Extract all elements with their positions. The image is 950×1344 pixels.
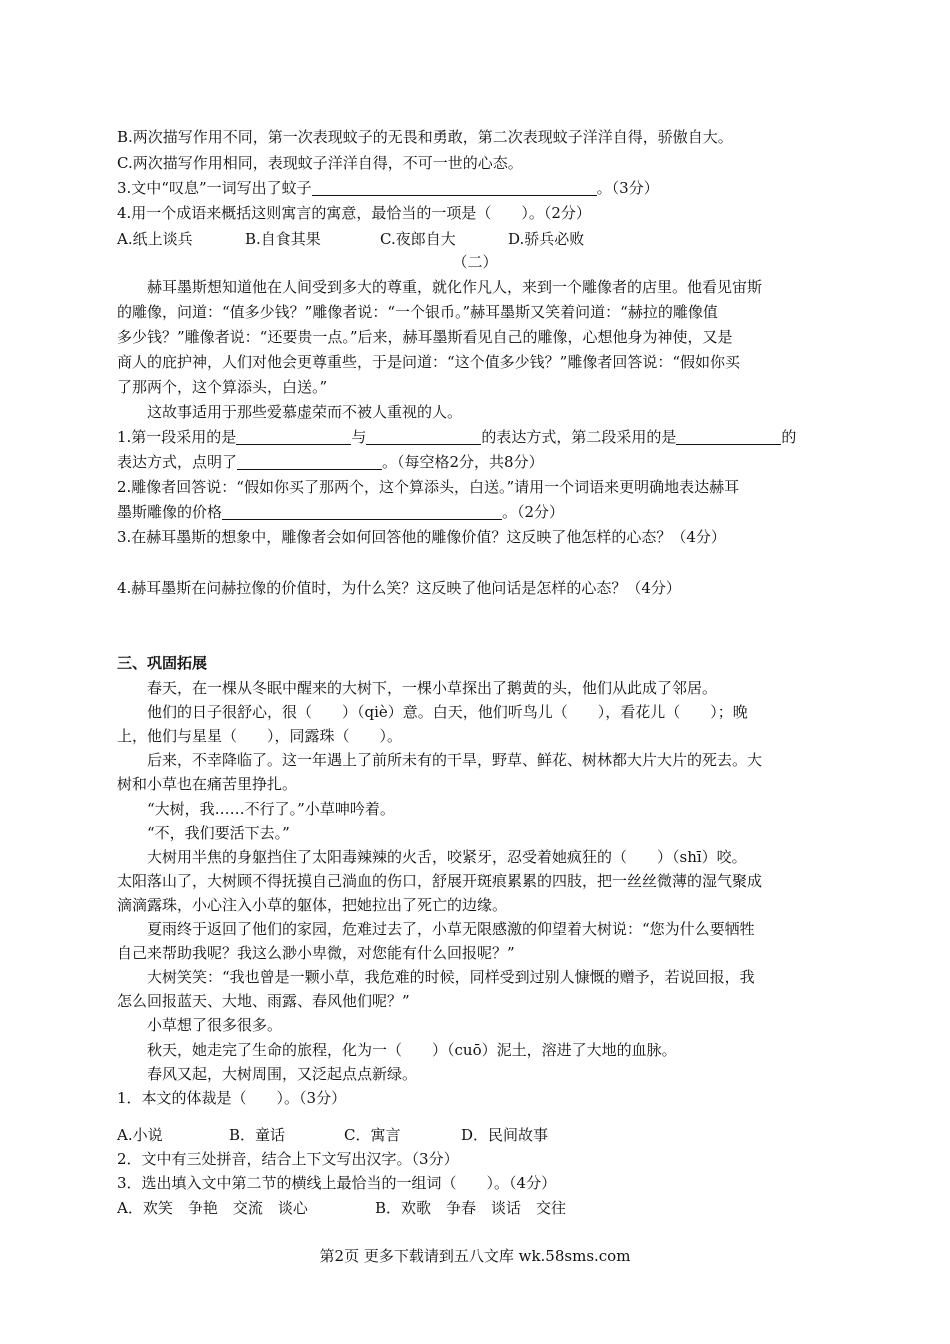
question-2: 2．文中有三处拼音，结合上下文写出汉字。（3分） xyxy=(117,1150,459,1168)
passage-line: 的雕像，问道：“值多少钱？”雕像者说：“一个银币。”赫耳墨斯又笑着问道：“赫拉的雕像值 xyxy=(117,303,718,321)
question-4-options xyxy=(117,228,584,250)
passage-line: 春天，在一棵从冬眠中醒来的大树下，一棵小草探出了鹅黄的头，他们从此成了邻居。 xyxy=(147,679,718,697)
question-1-options xyxy=(117,1124,548,1146)
answer-blank xyxy=(366,428,481,445)
question-3-line xyxy=(117,177,659,199)
passage-line: 太阳落山了，大树顾不得抚摸自己淌血的伤口，舒展开斑痕累累的四肢，把一丝丝微薄的湿气聚成 xyxy=(117,872,763,890)
passage-line: 滴滴露珠，小心注入小草的躯体，把她拉出了死亡的边缘。 xyxy=(117,896,508,914)
passage-line: 1．本文的体裁是（ ）。（3分） xyxy=(117,1089,347,1107)
passage-line: “不，我们要活下去。” xyxy=(147,824,290,842)
option-d: D.骄兵必败 xyxy=(508,230,585,248)
section-heading: （二） xyxy=(452,253,498,271)
passage-line: “大树，我……不行了。”小草呻吟着。 xyxy=(147,800,395,818)
question-4: 4.用一个成语来概括这则寓言的寓意，最恰当的一项是（ ）。（2分） xyxy=(117,204,591,222)
passage-line: 这故事适用于那些爱慕虚荣而不被人重视的人。 xyxy=(147,403,463,421)
question-score: 。（2分） xyxy=(502,503,565,521)
passage-line: 自己来帮助我呢？我这么渺小卑微，对您能有什么回报呢？” xyxy=(117,944,515,962)
question-3-text: 3.文中“叹息”一词写出了蚊子 xyxy=(117,179,312,197)
passage-line: 大树笑笑：“我也曾是一颗小草，我危难的时候，同样受到过别人慷慨的赠予，若说回报，我 xyxy=(147,968,755,986)
option-c: C.两次描写作用相同，表现蚊子洋洋自得，不可一世的心态。 xyxy=(117,154,523,172)
answer-blank xyxy=(676,428,781,445)
question-text: 墨斯雕像的价格 xyxy=(117,503,223,521)
question-3: 3．选出填入文中第二节的横线上最恰当的一组词（ ）。（4分） xyxy=(117,1174,557,1192)
question-4: 4.赫耳墨斯在问赫拉像的价值时，为什么笑？这反映了他问话是怎样的心态？（4分） xyxy=(117,579,681,597)
question-3-options xyxy=(117,1197,566,1219)
question-1-line-2 xyxy=(117,451,544,473)
question-score: 。（每空格2分，共8分） xyxy=(382,453,544,471)
question-1-line xyxy=(117,426,796,448)
passage-line: 夏雨终于返回了他们的家园，危难过去了，小草无限感激的仰望着大树说：“您为什么要牺牲 xyxy=(147,920,755,938)
answer-blank xyxy=(312,179,597,196)
option-b: B．童话 xyxy=(229,1126,286,1144)
option-a: A．欢笑 争艳 交流 谈心 xyxy=(117,1199,308,1217)
passage-line: 怎么回报蓝天、大地、雨露、春风他们呢？” xyxy=(117,992,410,1010)
option-a: A.小说 xyxy=(117,1126,163,1144)
question-text: 与 xyxy=(351,428,367,446)
option-a: A.纸上谈兵 xyxy=(117,230,193,248)
question-text: 的 xyxy=(781,428,797,446)
passage-line: 他们的日子很舒心，很（ ）（qiè）意。白天，他们听鸟儿（ ），看花儿（ ）；晚 xyxy=(147,703,748,721)
section-heading: 三、巩固拓展 xyxy=(117,654,208,672)
option-b: B．欢歌 争春 谈话 交往 xyxy=(375,1199,567,1217)
passage-line: 春风又起，大树周围，又泛起点点新绿。 xyxy=(147,1065,418,1083)
passage-line: 后来，不幸降临了。这一年遇上了前所未有的干旱，野草、鲜花、树林都大片大片的死去。大 xyxy=(147,751,763,769)
passage-line: 赫耳墨斯想知道他在人间受到多大的尊重，就化作凡人，来到一个雕像者的店里。他看见宙斯 xyxy=(147,278,763,296)
answer-blank xyxy=(236,428,351,445)
option-b: B.自食其果 xyxy=(245,230,321,248)
passage-line: 上，他们与星星（ ），同露珠（ ）。 xyxy=(117,727,403,745)
passage-line: 大树用半焦的身躯挡住了太阳毒辣辣的火舌，咬紧牙，忍受着她疯狂的（ ）（shī）咬。 xyxy=(147,848,747,866)
passage-line: 多少钱？”雕像者说：“还要贵一点。”后来，赫耳墨斯看见自己的雕像，心想他身为神使，又是 xyxy=(117,328,733,346)
passage-line: 商人的庇护神，人们对他会更尊重些，于是问道：“这个值多少钱？”雕像者回答说：“假如你买 xyxy=(117,353,741,371)
answer-blank xyxy=(222,503,502,520)
answer-blank xyxy=(237,453,382,470)
option-b: B.两次描写作用不同，第一次表现蚊子的无畏和勇敢，第二次表现蚊子洋洋自得，骄傲自大。 xyxy=(117,128,733,146)
question-3-score: 。（3分） xyxy=(596,179,659,197)
option-c: C．寓言 xyxy=(344,1126,401,1144)
question-2: 2.雕像者回答说：“假如你买了那两个，这个算添头，白送。”请用一个词语来更明确地表达赫耳 xyxy=(117,478,740,496)
passage-line: 秋天，她走完了生命的旅程，化为一（ ）（cuō）泥土，溶进了大地的血脉。 xyxy=(147,1041,677,1059)
question-3: 3.在赫耳墨斯的想象中，雕像者会如何回答他的雕像价值？这反映了他怎样的心态？（4分） xyxy=(117,528,726,546)
passage-line: 小草想了很多很多。 xyxy=(147,1016,283,1034)
page-footer: 第2页 更多下载请到五八文库 wk.58sms.com xyxy=(319,1247,631,1265)
option-d: D．民间故事 xyxy=(461,1126,549,1144)
passage-line: 了那两个，这个算添头，白送。” xyxy=(117,378,328,396)
passage-line: 树和小草也在痛苦里挣扎。 xyxy=(117,775,298,793)
question-text: 表达方式，点明了 xyxy=(117,453,238,471)
question-text: 1.第一段采用的是 xyxy=(117,428,237,446)
option-c: C.夜郎自大 xyxy=(380,230,456,248)
question-text: 的表达方式，第二段采用的是 xyxy=(481,428,677,446)
question-2-line-2 xyxy=(117,501,564,523)
